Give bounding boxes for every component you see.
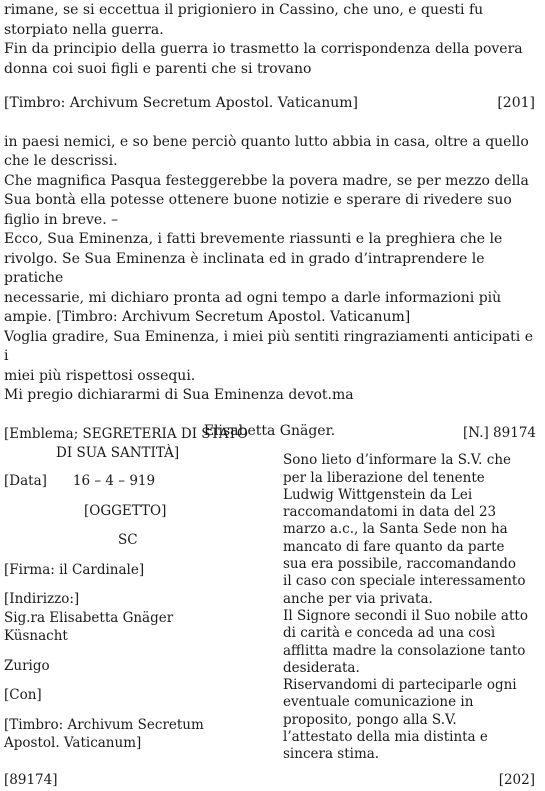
paragraph-intro: [4, 0, 535, 79]
text-line: che le descrissi.: [4, 153, 118, 169]
text-line: necessarie, mi dichiaro pronta ad ogni tempo a darle informazioni più: [4, 289, 502, 306]
text-line: per la liberazione del tenente: [283, 469, 485, 486]
text-line: eventuale comunicazione in: [283, 694, 474, 711]
text-line: raccomandatomi in data del 23: [283, 504, 497, 521]
text-line: storpiato nella guerra.: [4, 21, 164, 38]
subject-label: [OGGETTO]: [84, 502, 167, 519]
address-city: Zurigo: [4, 657, 50, 674]
text-line: in paesi nemici, e so bene perciò quanto lutto abbia in casa, oltre a quello: [4, 133, 529, 150]
text-line: afflitta madre la consolazione tanto: [283, 642, 526, 659]
text-line: donna coi suoi figli e parenti che si trovano: [4, 60, 312, 77]
con-label: [Con]: [4, 687, 42, 703]
text-line: il caso con speciale interessamento: [283, 573, 526, 590]
text-line: rimane, se si eccettua il prigioniero in Cassino, che uno, e questi fu: [4, 2, 484, 18]
stamp-note: [Timbro: Archivum Secretum: [4, 716, 204, 733]
text-line: Fin da principio della guerra io trasmetto la corrispondenza della povera: [4, 41, 523, 57]
emblem-line: [Emblema; SEGRETERIA DI STATO: [4, 426, 248, 442]
text-line: Il Signore secondi il Suo nobile atto: [283, 607, 528, 624]
address-name: Sig.ra Elisabetta Gnäger: [4, 609, 174, 626]
stamp-row: [4, 94, 535, 114]
page-reference: [201]: [497, 95, 535, 111]
text-line: Mi pregio dichiararmi di Sua Eminenza devot.ma: [4, 387, 354, 403]
stamp-note: [Timbro: Archivum Secretum Apostol. Vaticanum]: [4, 95, 359, 111]
text-line: l’attestato della mia distinta e: [283, 729, 488, 746]
date-value: 16 – 4 – 919: [72, 473, 156, 489]
letter-number: [N.] 89174: [462, 425, 536, 441]
subject-value: SC: [118, 532, 138, 548]
text-line: ampie. [Timbro: Archivum Secretum Apostol. Vaticanum]: [4, 309, 411, 325]
text-line: figlio in breve. –: [4, 211, 119, 228]
address-label: [Indirizzo:]: [4, 591, 80, 607]
text-line: Sua bontà ella potesse ottenere buone notizie e sperare di rivedere suo: [4, 192, 512, 208]
page-reference: [202]: [498, 772, 535, 788]
text-line: miei più rispettosi ossequi.: [4, 367, 196, 384]
text-line: mancato di fare quanto da parte: [283, 538, 505, 555]
signature: Elisabetta Gnäger.: [203, 422, 336, 439]
date-row: [4, 472, 266, 491]
text-line: anche per via privata.: [283, 590, 433, 607]
text-line: sua era possibile, raccomandando: [283, 556, 516, 573]
stamp-note: Apostol. Vaticanum]: [4, 735, 142, 751]
paragraph-main: [4, 133, 535, 406]
text-line: Voglia gradire, Sua Eminenza, i miei più sentiti ringraziamenti anticipati e i: [4, 328, 533, 364]
text-line: rivolgo. Se Sua Eminenza è inclinata ed in grado d’intraprendere le pratiche: [4, 250, 485, 286]
text-line: Che magnifica Pasqua festeggerebbe la povera madre, se per mezzo della: [4, 172, 529, 189]
text-line: Ludwig Wittgenstein da Lei: [283, 486, 473, 503]
footer-row: [4, 771, 535, 789]
text-line: Sono lieto d’informare la S.V. che: [283, 452, 511, 469]
address-town: Küsnacht: [4, 628, 68, 644]
text-line: desiderata.: [283, 659, 360, 676]
emblem-line: DI SUA SANTITÀ]: [56, 444, 180, 461]
text-line: Ecco, Sua Eminenza, i fatti brevemente riassunti e la preghiera che le: [4, 231, 503, 247]
text-line: proposito, pongo alla S.V.: [283, 711, 457, 728]
text-line: di carità e conceda ad una così: [283, 625, 496, 642]
text-line: sincera stima.: [283, 746, 380, 763]
date-label: [Data]: [4, 473, 47, 489]
letter-body-column: [283, 425, 536, 764]
text-line: Riservandomi di parteciparle ogni: [283, 677, 517, 694]
document-page: [4, 0, 535, 441]
letter-header-column: [4, 425, 266, 753]
signature-note: [Firma: il Cardinale]: [4, 561, 145, 578]
reference-number: [89174]: [4, 772, 58, 788]
text-line: marzo a.c., la Santa Sede non ha: [283, 521, 508, 538]
